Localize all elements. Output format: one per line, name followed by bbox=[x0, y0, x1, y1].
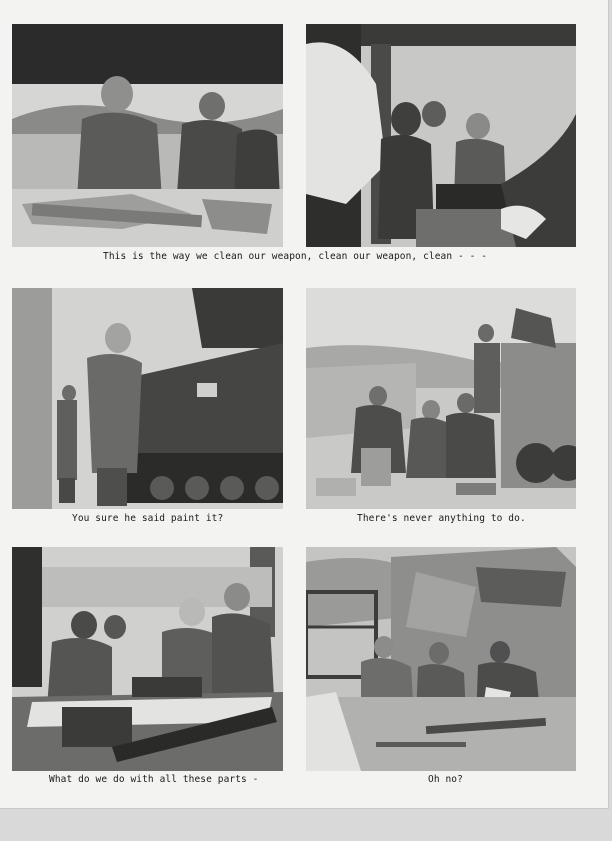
caption-row3-left: What do we do with all these parts - bbox=[49, 774, 259, 785]
caption-row3-right: Oh no? bbox=[428, 774, 463, 785]
photo-painting-vehicle bbox=[12, 288, 283, 509]
caption-row1: This is the way we clean our weapon, clean our weapon, clean - - - bbox=[103, 251, 488, 262]
photo-weapon-cleaning-left bbox=[12, 24, 283, 247]
photo-weapon-cleaning-right bbox=[306, 24, 576, 247]
caption-row2-right: There's never anything to do. bbox=[357, 513, 526, 524]
photo-soldiers-resting-by-vehicle bbox=[306, 288, 576, 509]
photo-damaged-vehicle bbox=[306, 547, 576, 771]
caption-row2-left: You sure he said paint it? bbox=[72, 513, 224, 524]
photo-parts-workbench bbox=[12, 547, 283, 771]
